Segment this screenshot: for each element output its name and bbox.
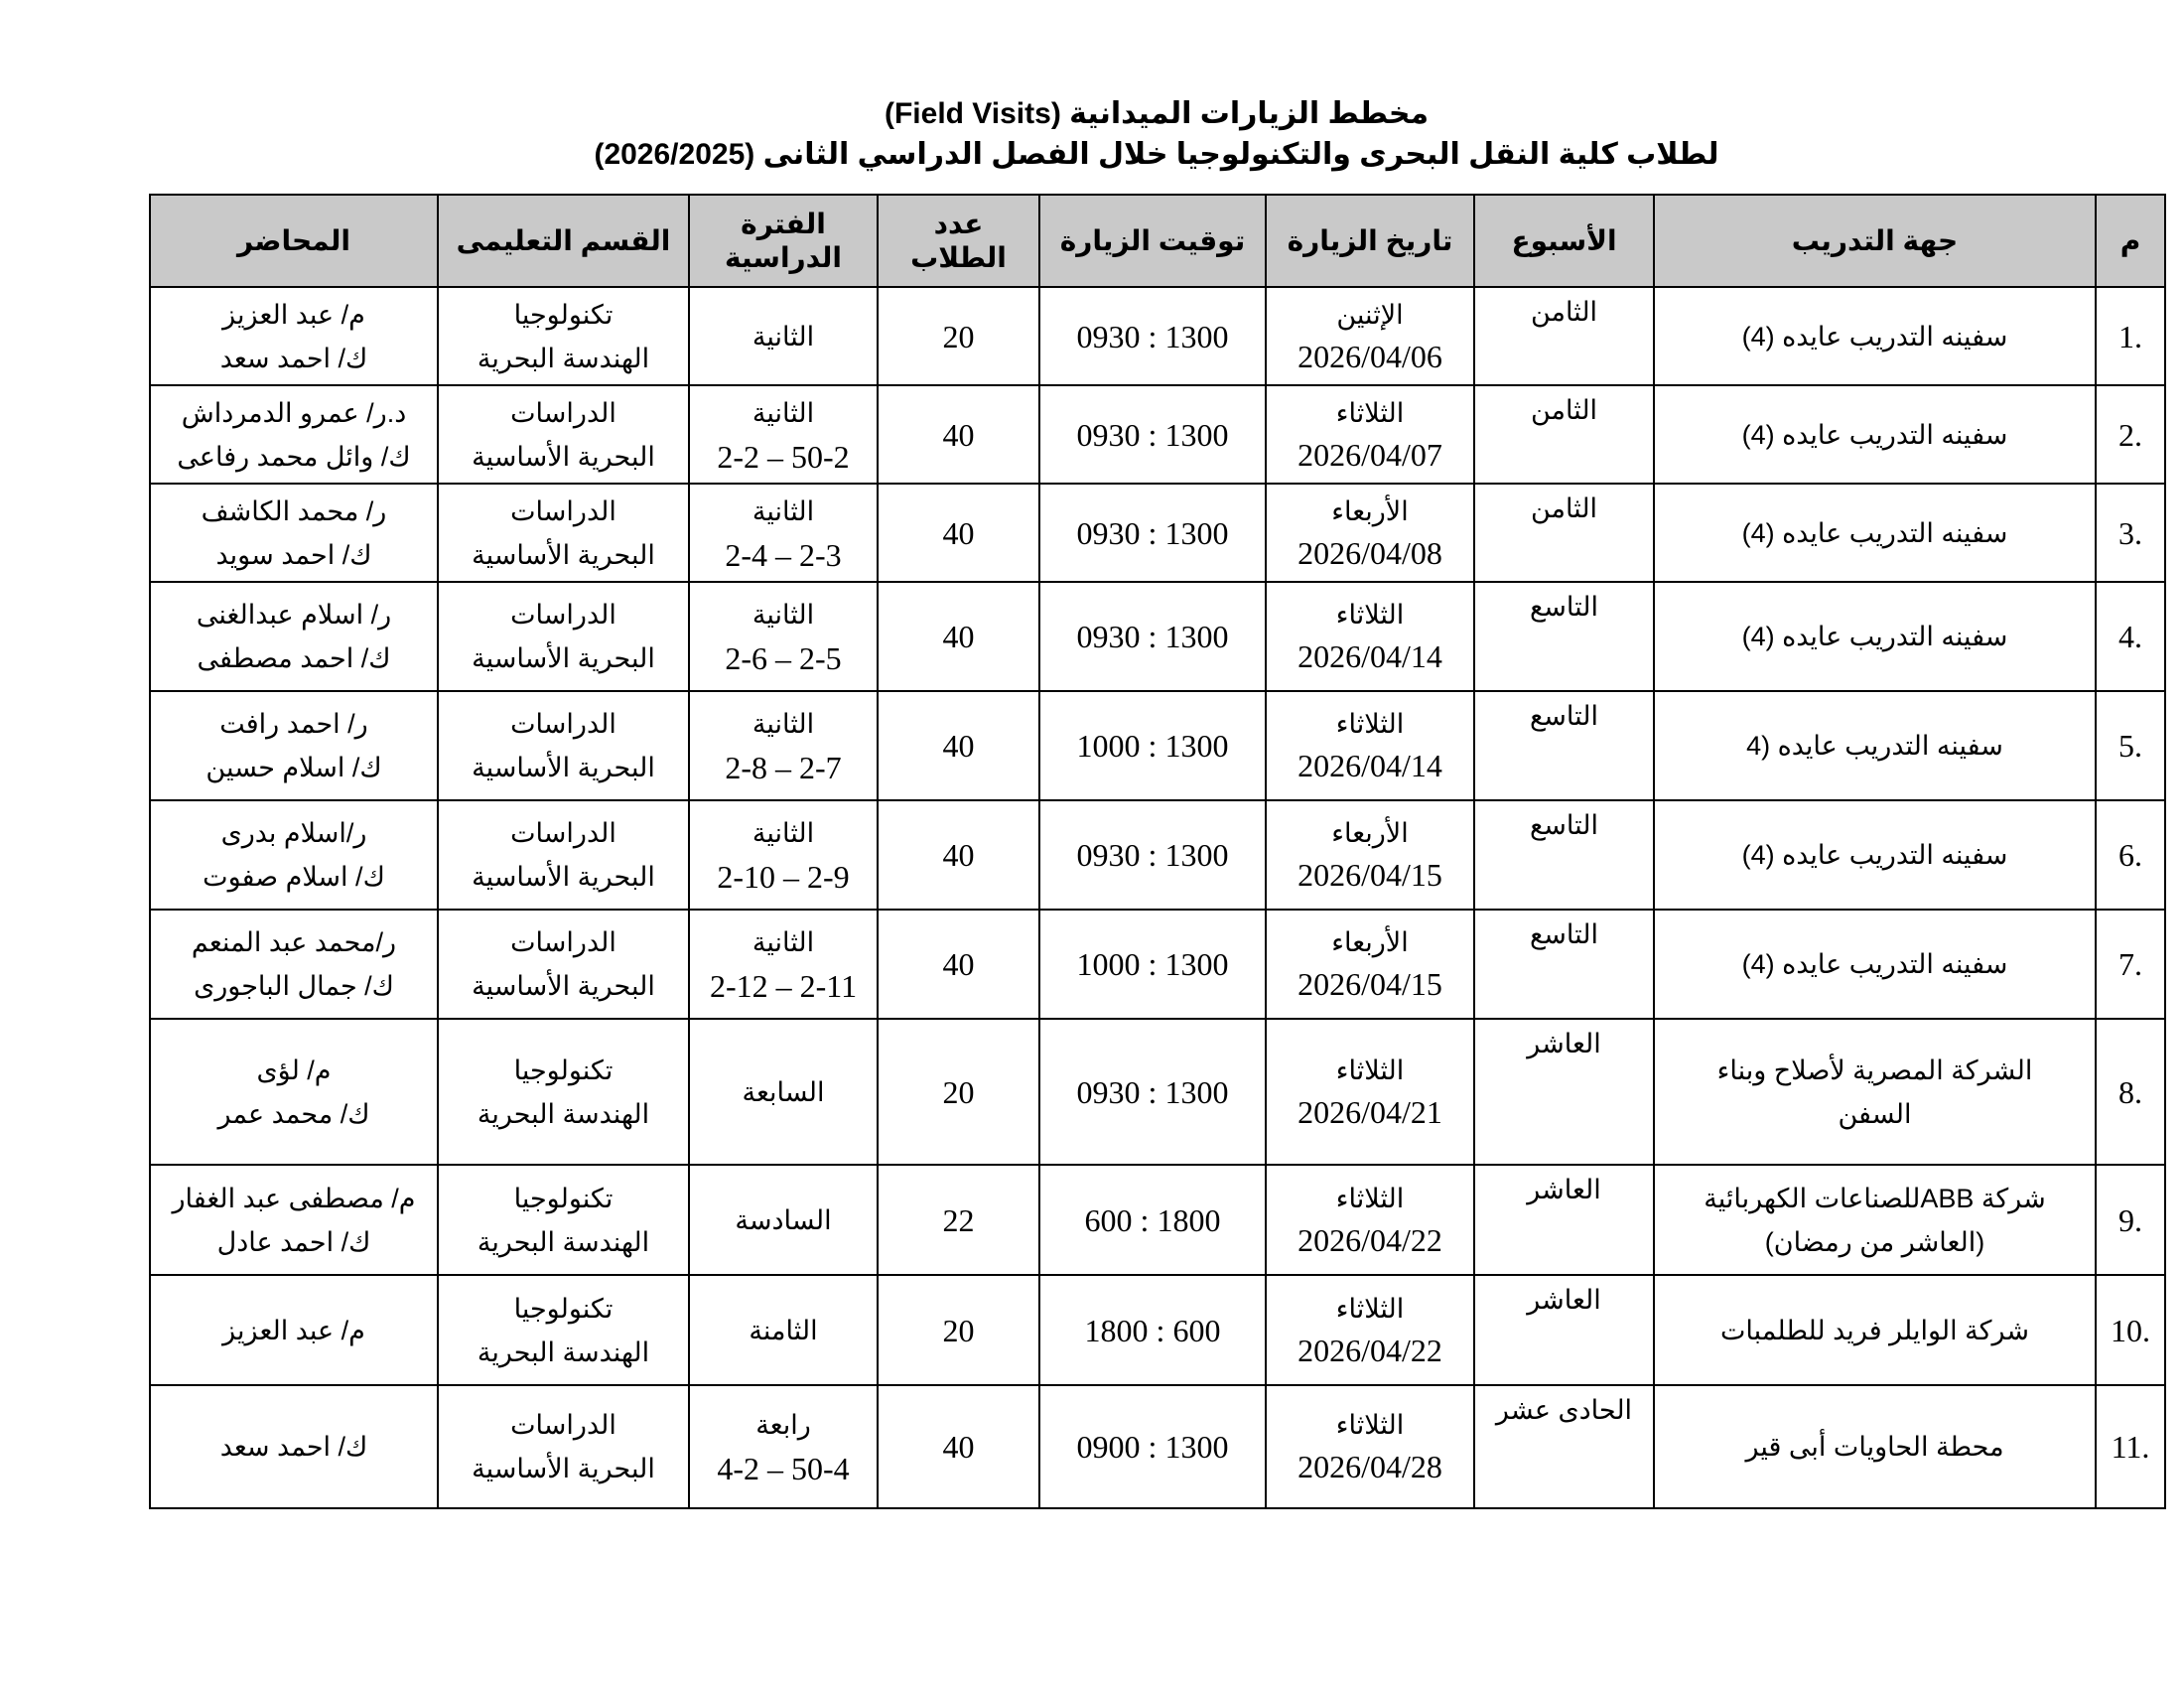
- visit-date: [1266, 691, 1474, 800]
- lecturer-line2: ك/ جمال الباجورى: [194, 971, 394, 1001]
- week: [1474, 385, 1654, 484]
- training-entity: [1654, 484, 2096, 582]
- lecturer: [150, 1385, 438, 1508]
- study-period: [689, 1275, 878, 1385]
- department-line1: تكنولوجيا: [513, 299, 614, 330]
- lecturer-line2: ك/ محمد عمر: [217, 1098, 370, 1129]
- header-no: م: [2096, 195, 2165, 287]
- department-line2: الهندسة البحرية: [477, 1098, 650, 1129]
- training-entity: [1654, 1275, 2096, 1385]
- visit-date-text: 2026/04/22: [1297, 1221, 1442, 1258]
- visit-day: الأربعاء: [1331, 927, 1409, 957]
- visit-date-text: 2026/04/14: [1297, 748, 1442, 783]
- visit-time: [1039, 1385, 1266, 1508]
- student-count: [878, 484, 1039, 582]
- visit-time: [1039, 287, 1266, 385]
- training-entity: [1654, 287, 2096, 385]
- header-time: توقيت الزيارة: [1039, 195, 1266, 287]
- department: [438, 484, 689, 582]
- row-number: [2096, 287, 2165, 385]
- table-row: [150, 1019, 2165, 1165]
- week-text: الثامن: [1530, 493, 1598, 523]
- week-text: الثامن: [1530, 395, 1598, 425]
- row-number-text: 5.: [2118, 728, 2142, 764]
- department-line1: تكنولوجيا: [513, 1293, 614, 1324]
- row-number-text: 3.: [2118, 514, 2142, 551]
- student-count: [878, 800, 1039, 910]
- visit-date-text: 2026/04/14: [1297, 638, 1442, 674]
- week-text: العاشر: [1527, 1175, 1601, 1204]
- department: [438, 287, 689, 385]
- department-line1: الدراسات: [510, 600, 616, 630]
- study-period: [689, 1165, 878, 1275]
- study-period-line2: 2-8 – 2-7: [725, 750, 842, 785]
- week: [1474, 1165, 1654, 1275]
- visit-time-text: 0930 : 1300: [1076, 514, 1229, 551]
- row-number-text: 9.: [2118, 1201, 2142, 1238]
- study-period: [689, 582, 878, 691]
- student-count: [878, 582, 1039, 691]
- visit-date-text: 2026/04/21: [1297, 1093, 1442, 1130]
- week-text: التاسع: [1529, 701, 1599, 731]
- student-count: [878, 1165, 1039, 1275]
- lecturer: [150, 800, 438, 910]
- student-count-text: 40: [942, 946, 975, 982]
- visit-time-text: 600 : 1800: [1084, 1201, 1221, 1238]
- department-line1: الدراسات: [510, 1410, 616, 1440]
- visit-time-text: 0930 : 1300: [1076, 1073, 1229, 1110]
- student-count: [878, 1019, 1039, 1165]
- table-row: [150, 582, 2165, 691]
- visit-date-text: 2026/04/28: [1297, 1449, 1442, 1484]
- header-lecturer: المحاضر: [150, 195, 438, 287]
- student-count-text: 40: [942, 514, 975, 551]
- week: [1474, 484, 1654, 582]
- training-entity-line1: سفينه التدريب عايده (4): [1741, 840, 2008, 870]
- week: [1474, 582, 1654, 691]
- student-count-text: 20: [942, 1073, 975, 1110]
- row-number-text: 6.: [2118, 837, 2142, 873]
- week-text: التاسع: [1529, 592, 1599, 622]
- visit-time-text: 1000 : 1300: [1076, 946, 1229, 982]
- row-number-text: 4.: [2118, 619, 2142, 654]
- header-week: الأسبوع: [1474, 195, 1654, 287]
- visit-time: [1039, 1019, 1266, 1165]
- training-entity-line1: سفينه التدريب عايده (4): [1741, 517, 2008, 548]
- header-count-line2: الطلاب: [910, 241, 1007, 273]
- training-entity: [1654, 1019, 2096, 1165]
- department: [438, 582, 689, 691]
- table-row: [150, 1275, 2165, 1385]
- lecturer-line1: م/ عبد العزيز: [222, 299, 365, 330]
- student-count: [878, 691, 1039, 800]
- department-line1: تكنولوجيا: [513, 1055, 614, 1085]
- visit-date: [1266, 1275, 1474, 1385]
- department-line1: الدراسات: [510, 397, 616, 428]
- visit-time-text: 0900 : 1300: [1076, 1429, 1229, 1465]
- lecturer: [150, 1019, 438, 1165]
- week: [1474, 691, 1654, 800]
- visit-date: [1266, 1165, 1474, 1275]
- visit-day: الثلاثاء: [1335, 1183, 1405, 1213]
- study-period-line1: الثانية: [751, 397, 815, 428]
- lecturer-line2: ك/ احمد سويد: [215, 539, 372, 570]
- title-line-1: مخطط الزيارات الميدانية (Field Visits): [884, 97, 1430, 130]
- student-count-text: 40: [942, 728, 975, 764]
- row-number: [2096, 1275, 2165, 1385]
- study-period-line1: السابعة: [742, 1076, 825, 1107]
- study-period-line2: 2-4 – 2-3: [725, 536, 842, 573]
- lecturer-line1: م/ عبد العزيز: [222, 1315, 365, 1345]
- student-count-text: 40: [942, 1429, 975, 1465]
- study-period-line1: الثانية: [751, 321, 815, 352]
- visit-date: [1266, 1019, 1474, 1165]
- table-row: [150, 691, 2165, 800]
- study-period: [689, 1385, 878, 1508]
- department-line1: الدراسات: [510, 709, 616, 739]
- study-period-line2: 4-2 – 50-4: [717, 1451, 850, 1486]
- row-number-text: 1.: [2118, 318, 2142, 354]
- header-count-line1: عدد: [933, 208, 984, 239]
- visit-date-text: 2026/04/15: [1297, 966, 1442, 1002]
- lecturer-line1: ك/ احمد سعد: [219, 1432, 368, 1462]
- header-period: [689, 195, 878, 287]
- visit-date: [1266, 385, 1474, 484]
- department-line2: البحرية الأساسية: [472, 862, 655, 892]
- student-count-text: 20: [942, 1312, 975, 1348]
- training-entity: [1654, 385, 2096, 484]
- training-entity: [1654, 691, 2096, 800]
- table-body: [150, 287, 2165, 1508]
- visit-time-text: 0930 : 1300: [1076, 619, 1229, 654]
- week-text: العاشر: [1527, 1285, 1601, 1315]
- document-title: [149, 94, 2164, 176]
- department-line2: البحرية الأساسية: [472, 1454, 655, 1483]
- training-entity: [1654, 1165, 2096, 1275]
- visit-time: [1039, 582, 1266, 691]
- lecturer-line1: ر/محمد عبد المنعم: [191, 927, 397, 957]
- lecturer: [150, 582, 438, 691]
- student-count-text: 40: [942, 837, 975, 873]
- lecturer-line2: ك/ احمد مصطفى: [197, 643, 391, 673]
- student-count-text: 40: [942, 619, 975, 654]
- field-visits-table: [149, 194, 2166, 1509]
- header-period-line1: الفترة: [741, 208, 826, 239]
- visit-date-text: 2026/04/22: [1297, 1332, 1442, 1368]
- department-line2: الهندسة البحرية: [477, 1226, 650, 1257]
- visit-day: الأربعاء: [1331, 495, 1409, 526]
- visit-time: [1039, 385, 1266, 484]
- lecturer-line1: ر/ محمد الكاشف: [201, 495, 387, 526]
- department-line2: البحرية الأساسية: [472, 971, 655, 1001]
- week: [1474, 287, 1654, 385]
- department: [438, 1019, 689, 1165]
- visit-day: الثلاثاء: [1335, 709, 1405, 739]
- week-text: الثامن: [1530, 297, 1598, 327]
- department: [438, 385, 689, 484]
- visit-date: [1266, 582, 1474, 691]
- lecturer-line2: ك/ احمد عادل: [216, 1226, 371, 1257]
- lecturer: [150, 910, 438, 1019]
- department-line2: البحرية الأساسية: [472, 539, 655, 570]
- student-count: [878, 1275, 1039, 1385]
- study-period-line2: 2-2 – 50-2: [717, 438, 850, 475]
- department-line1: الدراسات: [510, 495, 616, 526]
- study-period-line1: السادسة: [735, 1204, 832, 1235]
- week: [1474, 1385, 1654, 1508]
- header-dept: القسم التعليمى: [438, 195, 689, 287]
- header-row: [150, 195, 2165, 287]
- visit-time: [1039, 691, 1266, 800]
- training-entity-line1: سفينه التدريب عايده (4): [1741, 949, 2008, 979]
- training-entity-line1: سفينه التدريب عايده (4): [1741, 419, 2008, 450]
- department-line1: تكنولوجيا: [513, 1183, 614, 1213]
- department-line2: البحرية الأساسية: [472, 753, 655, 782]
- visit-day: الأربعاء: [1331, 818, 1409, 848]
- header-count: [878, 195, 1039, 287]
- visit-time: [1039, 800, 1266, 910]
- training-entity: [1654, 800, 2096, 910]
- department-line1: الدراسات: [510, 927, 616, 957]
- row-number: [2096, 484, 2165, 582]
- row-number: [2096, 385, 2165, 484]
- lecturer-line1: د.ر/ عمرو الدمرداش: [181, 397, 407, 428]
- lecturer-line2: ك/ اسلام صفوت: [203, 862, 385, 892]
- student-count: [878, 910, 1039, 1019]
- week: [1474, 1275, 1654, 1385]
- study-period-line1: الثانية: [751, 818, 815, 848]
- week: [1474, 1019, 1654, 1165]
- lecturer: [150, 385, 438, 484]
- lecturer-line2: ك/ اسلام حسين: [205, 753, 382, 782]
- study-period: [689, 1019, 878, 1165]
- row-number: [2096, 582, 2165, 691]
- study-period-line1: الثانية: [751, 927, 815, 957]
- training-entity-line1: سفينه التدريب عايده (4): [1741, 321, 2008, 352]
- department-line2: الهندسة البحرية: [477, 343, 650, 373]
- lecturer: [150, 691, 438, 800]
- visit-time-text: 1000 : 1300: [1076, 728, 1229, 764]
- visit-date-text: 2026/04/06: [1297, 338, 1442, 374]
- training-entity-line2: (العاشر من رمضان): [1764, 1226, 1985, 1257]
- department-line2: البحرية الأساسية: [472, 643, 655, 673]
- week-text: الحادى عشر: [1495, 1395, 1633, 1425]
- visit-time: [1039, 484, 1266, 582]
- department: [438, 1275, 689, 1385]
- title-line-2: لطلاب كلية النقل البحرى والتكنولوجيا خلال الفصل الدراسي الثانى (2026/2025): [594, 138, 1719, 171]
- table-row: [150, 385, 2165, 484]
- study-period-line1: الثانية: [751, 709, 815, 739]
- lecturer: [150, 287, 438, 385]
- student-count-text: 20: [942, 318, 975, 354]
- student-count-text: 40: [942, 416, 975, 453]
- week-text: العاشر: [1527, 1029, 1601, 1058]
- training-entity-line2: السفن: [1838, 1098, 1912, 1129]
- visit-day: الثلاثاء: [1335, 1410, 1405, 1440]
- visit-time-text: 0930 : 1300: [1076, 318, 1229, 354]
- header-entity: جهة التدريب: [1654, 195, 2096, 287]
- department: [438, 1165, 689, 1275]
- lecturer-line1: ر/اسلام بدرى: [220, 818, 367, 848]
- training-entity-line1: سفينه التدريب عايده (4): [1741, 622, 2008, 651]
- student-count: [878, 1385, 1039, 1508]
- table-row: [150, 484, 2165, 582]
- row-number: [2096, 800, 2165, 910]
- training-entity-line1: سفينه التدريب عايده (4: [1746, 731, 2003, 761]
- study-period-line2: 2-6 – 2-5: [725, 640, 842, 676]
- lecturer-line2: ك/ وائل محمد رفاعى: [177, 441, 411, 472]
- study-period: [689, 800, 878, 910]
- visit-time-text: 1800 : 600: [1084, 1312, 1221, 1348]
- training-entity-line1: شركة الوايلر فريد للطلمبات: [1719, 1315, 2030, 1345]
- training-entity-line1: محطة الحاويات أبى قير: [1745, 1432, 2004, 1462]
- visit-date-text: 2026/04/15: [1297, 857, 1442, 893]
- study-period: [689, 910, 878, 1019]
- visit-day: الثلاثاء: [1335, 600, 1405, 630]
- table-row: [150, 287, 2165, 385]
- lecturer-line1: م/ لؤى: [256, 1055, 332, 1085]
- study-period-line1: الثانية: [751, 600, 815, 630]
- student-count: [878, 385, 1039, 484]
- row-number-text: 7.: [2118, 946, 2142, 982]
- visit-date: [1266, 800, 1474, 910]
- row-number-text: 8.: [2118, 1073, 2142, 1110]
- study-period: [689, 484, 878, 582]
- header-date: تاريخ الزيارة: [1266, 195, 1474, 287]
- week: [1474, 800, 1654, 910]
- visit-day: الثلاثاء: [1335, 1055, 1405, 1085]
- row-number-text: 11.: [2111, 1429, 2150, 1465]
- visit-time: [1039, 910, 1266, 1019]
- table-row: [150, 910, 2165, 1019]
- department-line2: البحرية الأساسية: [472, 441, 655, 472]
- visit-day: الإثنين: [1336, 299, 1404, 330]
- row-number: [2096, 910, 2165, 1019]
- study-period: [689, 287, 878, 385]
- week: [1474, 910, 1654, 1019]
- student-count: [878, 287, 1039, 385]
- study-period-line1: الثانية: [751, 495, 815, 526]
- department-line2: الهندسة البحرية: [477, 1336, 650, 1367]
- row-number-text: 2.: [2118, 416, 2142, 453]
- lecturer-line2: ك/ احمد سعد: [219, 343, 368, 373]
- training-entity: [1654, 910, 2096, 1019]
- department: [438, 800, 689, 910]
- lecturer: [150, 484, 438, 582]
- study-period-line1: الثامنة: [749, 1315, 818, 1345]
- table-row: [150, 800, 2165, 910]
- department: [438, 910, 689, 1019]
- visit-date: [1266, 484, 1474, 582]
- table-row: [150, 1385, 2165, 1508]
- visit-time-text: 0930 : 1300: [1076, 416, 1229, 453]
- study-period-line1: رابعة: [755, 1410, 811, 1440]
- lecturer-line1: ر/ احمد رافت: [219, 709, 368, 739]
- row-number: [2096, 691, 2165, 800]
- department: [438, 1385, 689, 1508]
- training-entity-line1: الشركة المصرية لأصلاح وبناء: [1716, 1055, 2033, 1085]
- visit-date: [1266, 287, 1474, 385]
- study-period: [689, 691, 878, 800]
- visit-day: الثلاثاء: [1335, 1293, 1405, 1324]
- header-period-line2: الدراسية: [725, 241, 842, 273]
- department-line1: الدراسات: [510, 818, 616, 848]
- lecturer-line1: م/ مصطفى عبد الغفار: [172, 1183, 416, 1213]
- visit-date-text: 2026/04/08: [1297, 534, 1442, 571]
- table-row: [150, 1165, 2165, 1275]
- student-count-text: 22: [942, 1201, 975, 1238]
- visit-date: [1266, 1385, 1474, 1508]
- field-visits-table-wrapper: [149, 194, 2164, 1509]
- training-entity-line1: شركة ABBللصناعات الكهربائية: [1704, 1183, 2046, 1213]
- visit-time-text: 0930 : 1300: [1076, 837, 1229, 873]
- visit-time: [1039, 1275, 1266, 1385]
- visit-date: [1266, 910, 1474, 1019]
- lecturer: [150, 1275, 438, 1385]
- study-period: [689, 385, 878, 484]
- row-number: [2096, 1385, 2165, 1508]
- training-entity: [1654, 1385, 2096, 1508]
- row-number: [2096, 1165, 2165, 1275]
- row-number-text: 10.: [2111, 1312, 2150, 1348]
- week-text: التاسع: [1529, 810, 1599, 840]
- lecturer-line1: ر/ اسلام عبدالغنى: [196, 600, 392, 630]
- department: [438, 691, 689, 800]
- study-period-line2: 2-12 – 2-11: [709, 968, 858, 1004]
- week-text: التاسع: [1529, 919, 1599, 949]
- visit-time: [1039, 1165, 1266, 1275]
- visit-date-text: 2026/04/07: [1297, 436, 1442, 473]
- lecturer: [150, 1165, 438, 1275]
- study-period-line2: 2-10 – 2-9: [717, 859, 850, 895]
- visit-day: الثلاثاء: [1335, 397, 1405, 428]
- row-number: [2096, 1019, 2165, 1165]
- training-entity: [1654, 582, 2096, 691]
